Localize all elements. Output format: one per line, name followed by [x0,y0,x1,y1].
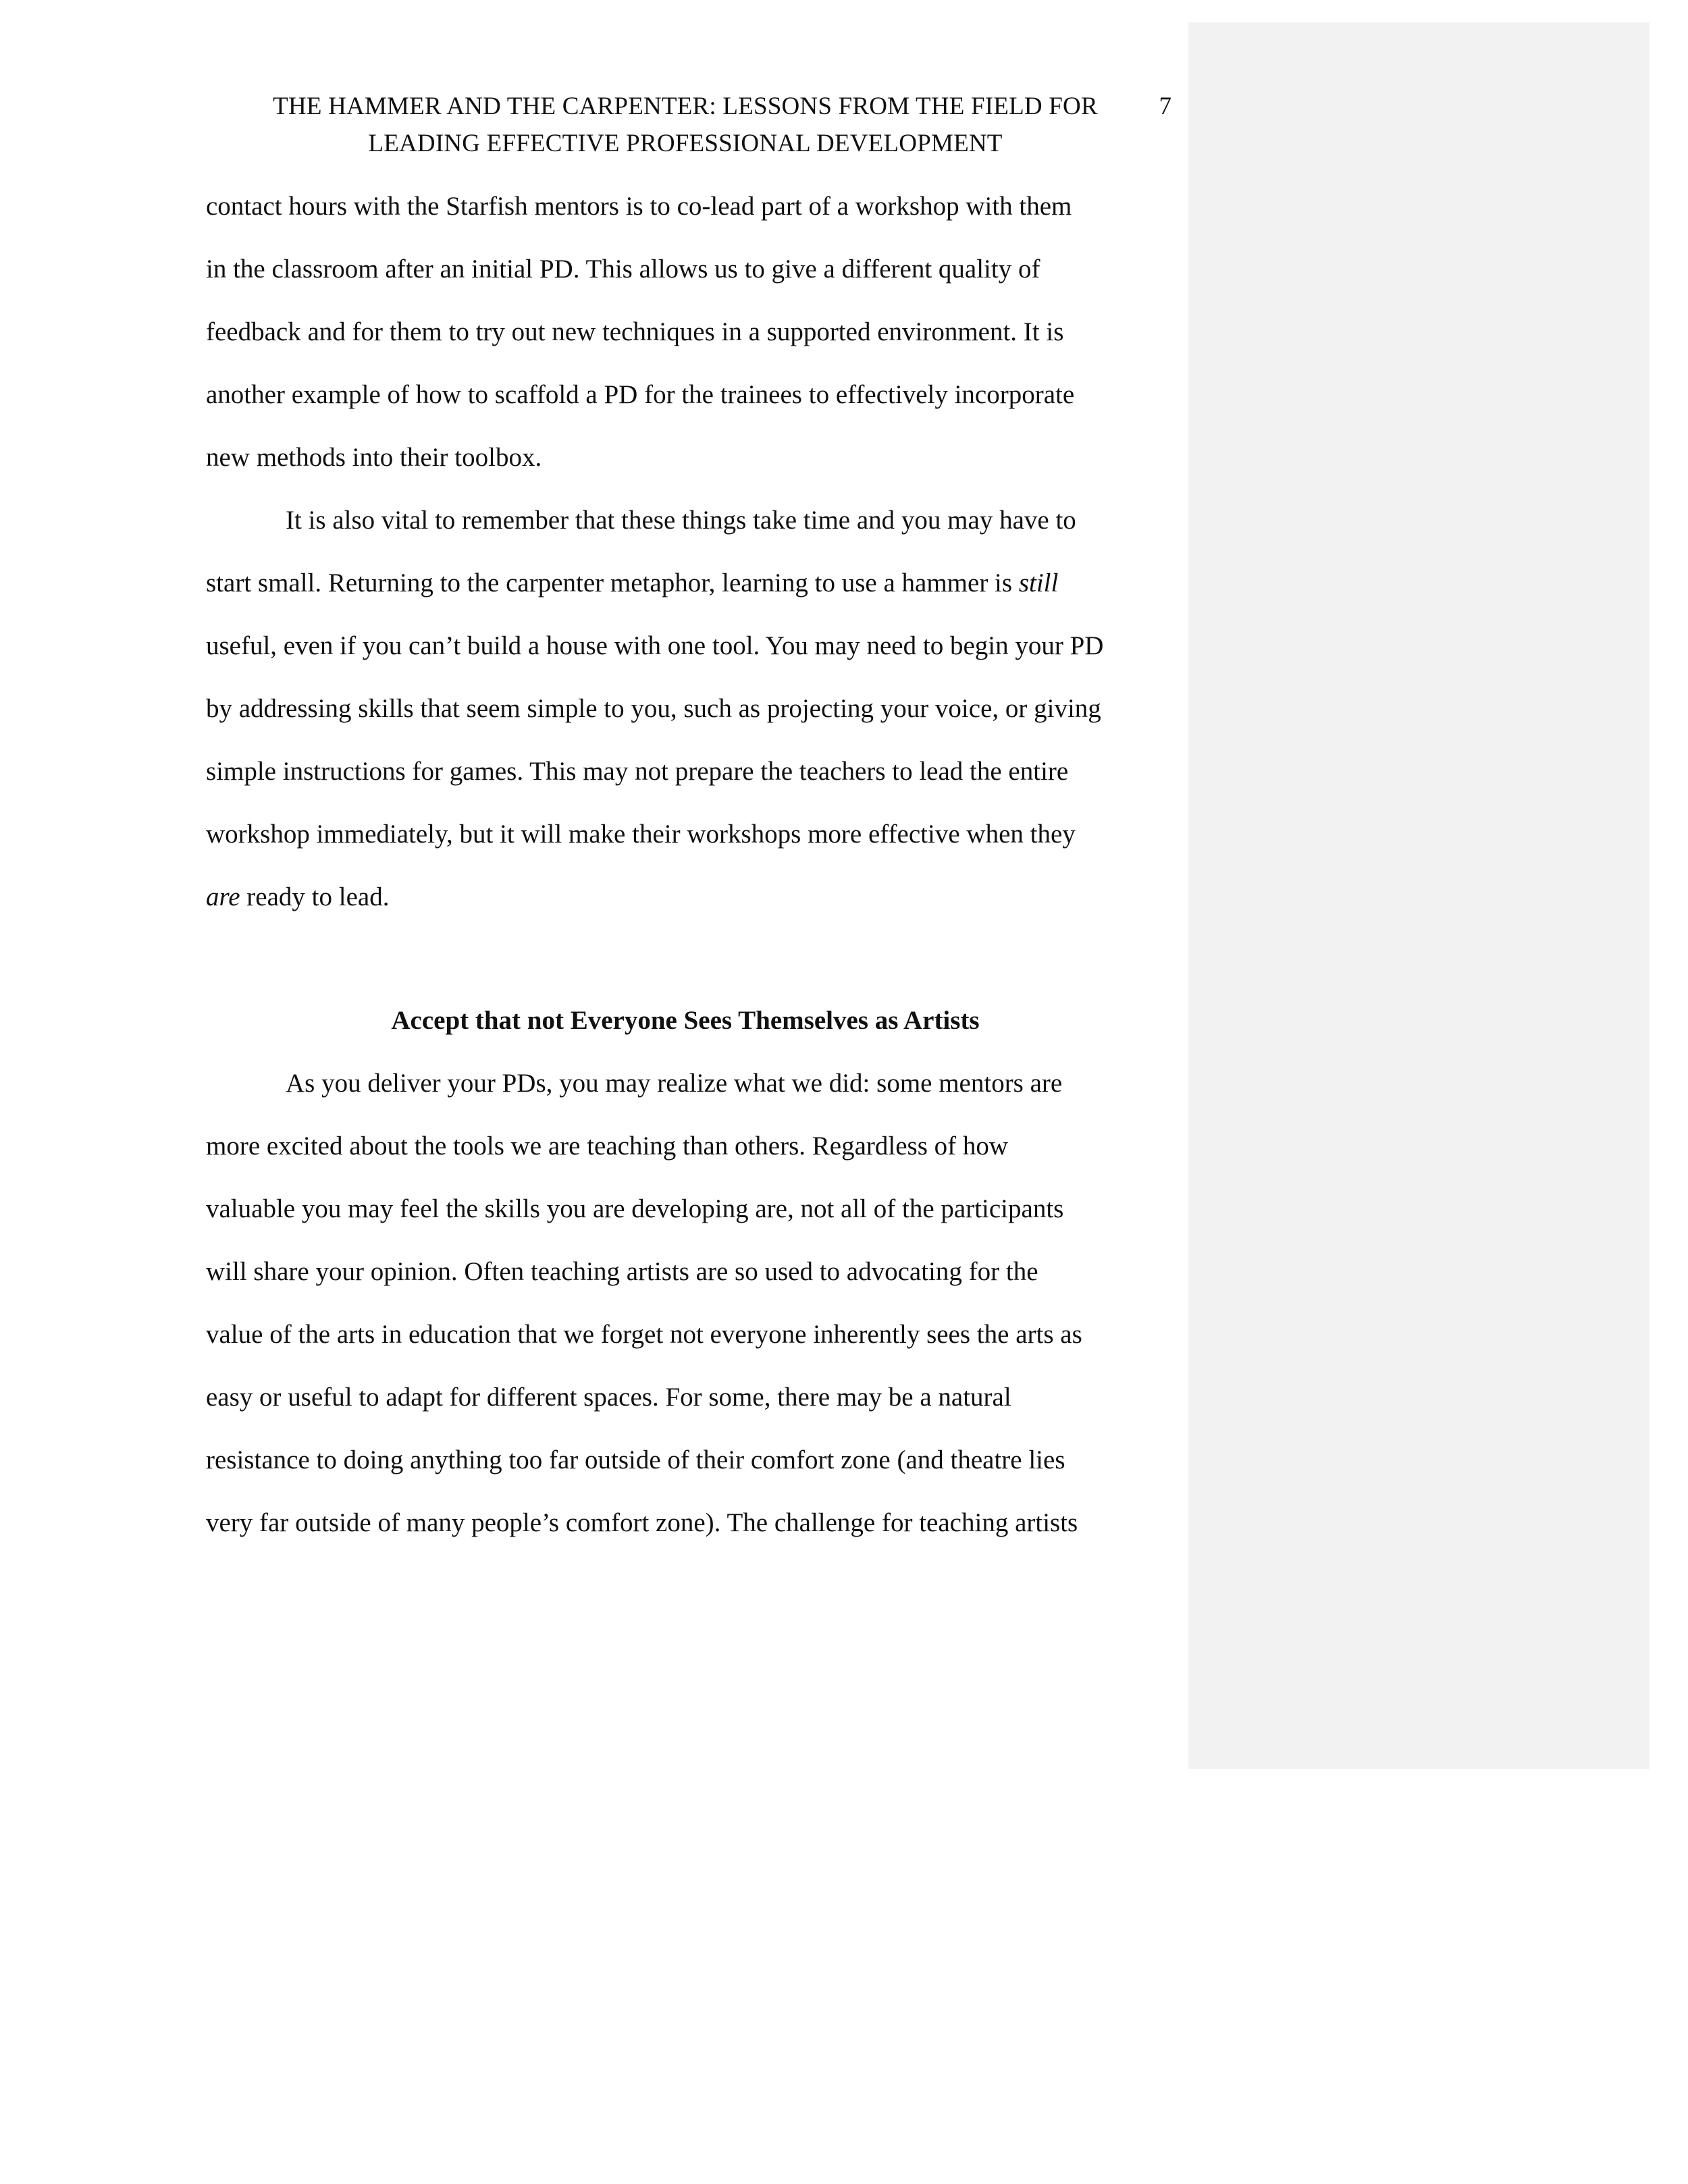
text-line [206,865,1165,928]
text-line: As you deliver your PDs, you may realize what we did: some mentors are [286,1069,1063,1098]
text-span: ready to lead. [240,882,390,911]
text-line: valuable you may feel the skills you are developing are, not all of the participants [206,1194,1064,1223]
text-line: useful, even if you can’t build a house with one tool. You may need to begin your PD [206,631,1104,660]
text-line: new methods into their toolbox. [206,443,542,472]
emphasis-are: are [206,882,240,911]
text-span: start small. Returning to the carpenter metaphor, learning to use a hammer is [206,568,1019,597]
header-line-1: THE HAMMER AND THE CARPENTER: LESSONS FROM THE FIELD FOR [273,92,1098,120]
paragraph-2 [206,489,1165,928]
text-line: It is also vital to remember that these things take time and you may have to [286,506,1076,535]
text-line: will share your opinion. Often teaching artists are so used to advocating for the [206,1257,1038,1286]
text-line: feedback and for them to try out new techniques in a supported environment. It is [206,317,1064,346]
paragraph-3 [206,1052,1165,1554]
text-line: workshop immediately, but it will make their workshops more effective when they [206,820,1076,849]
running-header [206,88,1165,162]
paragraph-1 [206,175,1165,489]
emphasis-still: still [1018,568,1059,597]
text-line: easy or useful to adapt for different spaces. For some, there may be a natural [206,1383,1011,1412]
text-line: in the classroom after an initial PD. This allows us to give a different quality of [206,255,1040,284]
text-line: simple instructions for games. This may not prepare the teachers to lead the entire [206,757,1069,786]
text-line: contact hours with the Starfish mentors is to co-lead part of a workshop with them [206,192,1072,221]
text-line: by addressing skills that seem simple to you, such as projecting your voice, or giving [206,694,1101,723]
text-line: value of the arts in education that we forget not everyone inherently sees the arts as [206,1320,1082,1349]
text-line: another example of how to scaffold a PD for the trainees to effectively incorporate [206,380,1075,409]
comment-margin-panel [1188,22,1650,1769]
section-heading: Accept that not Everyone Sees Themselves as Artists [391,1006,980,1035]
page-number: 7 [1159,92,1171,120]
text-line [206,552,1165,614]
text-line: very far outside of many people’s comfort zone). The challenge for teaching artists [206,1508,1078,1537]
text-line: resistance to doing anything too far outside of their comfort zone (and theatre lies [206,1445,1065,1474]
header-line-2: LEADING EFFECTIVE PROFESSIONAL DEVELOPMENT [368,130,1003,157]
text-line: more excited about the tools we are teaching than others. Regardless of how [206,1131,1009,1161]
